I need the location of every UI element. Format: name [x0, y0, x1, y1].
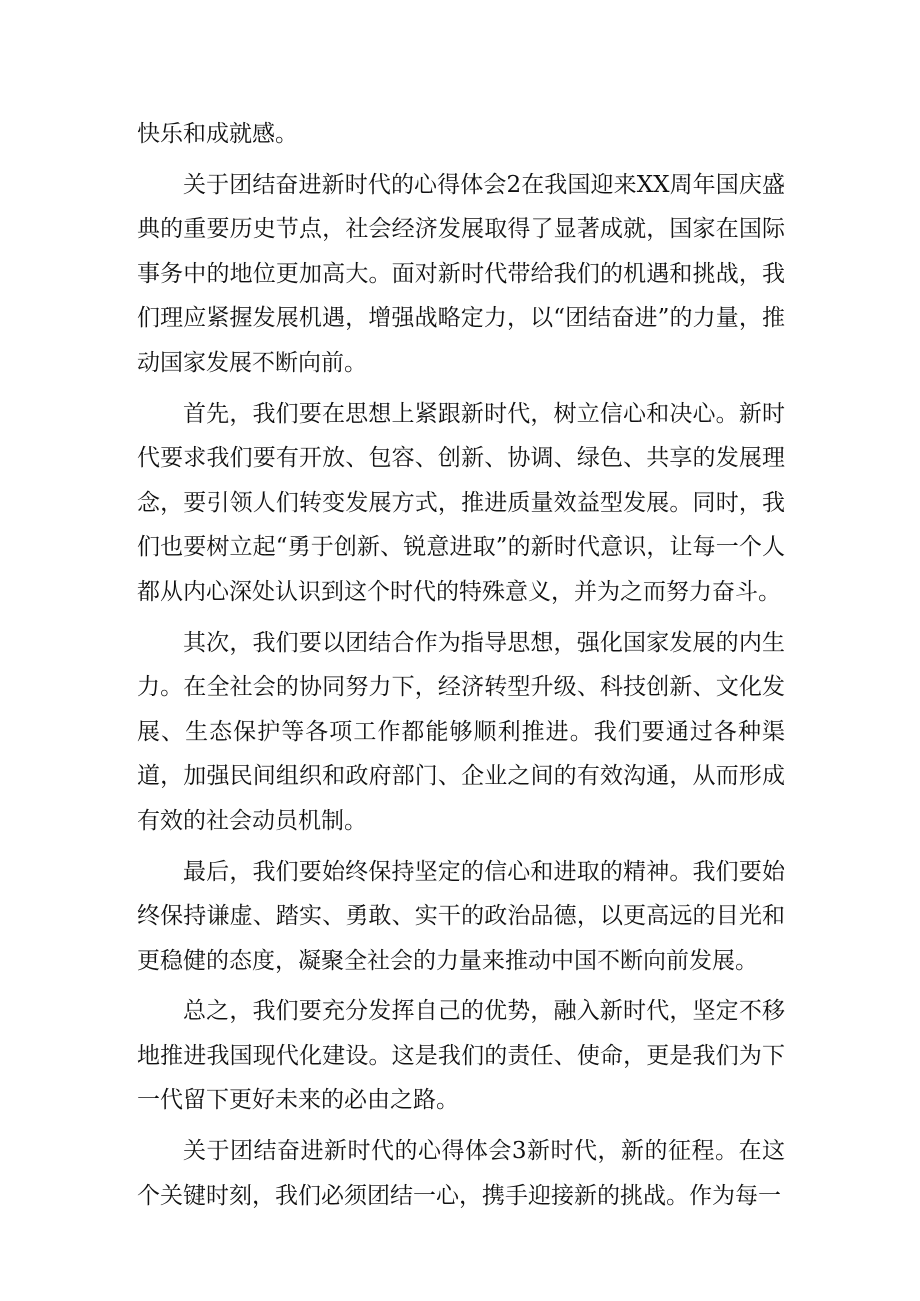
paragraph-1: 快乐和成就感。 [137, 121, 298, 147]
paragraph-2: 关于团结奋进新时代的心得体会2在我国迎来XX周年国庆盛典的重要历史节点，社会经济发展取得了显著成就，国家在国际事务中的地位更加高大。面对新时代带给我们的机遇和挑战，我们理应紧握发展机遇，增强战略定力，以“团结奋进”的力量，推动国家发展不断向前。 [137, 171, 785, 376]
paragraph-7: 关于团结奋进新时代的心得体会3新时代，新的征程。在这个关键时刻，我们必须团结一心，携手迎接新的挑战。作为每一 [137, 1138, 785, 1209]
paragraph-3: 首先，我们要在思想上紧跟新时代，树立信心和决心。新时代要求我们要有开放、包容、创新、协调、绿色、共享的发展理念，要引领人们转变发展方式，推进质量效益型发展。同时，我们也要树立起“勇于创新、锐意进取”的新时代意识，让每一个人都从内心深处认识到这个时代的特殊意义，并为之而努力奋斗。 [137, 400, 785, 605]
paragraph-5: 最后，我们要始终保持坚定的信心和进取的精神。我们要始终保持谦虚、踏实、勇敢、实干的政治品德，以更高远的目光和更稳健的态度，凝聚全社会的力量来推动中国不断向前发展。 [137, 858, 785, 974]
paragraph-4: 其次，我们要以团结合作为指导思想，强化国家发展的内生力。在全社会的协同努力下，经济转型升级、科技创新、文化发展、生态保护等各项工作都能够顺利推进。我们要通过各种渠道，加强民间组织和政府部门、企业之间的有效沟通，从而形成有效的社会动员机制。 [137, 629, 785, 834]
paragraph-6: 总之，我们要充分发挥自己的优势，融入新时代，坚定不移地推进我国现代化建设。这是我们的责任、使命，更是我们为下一代留下更好未来的必由之路。 [137, 998, 785, 1114]
document-page [137, 112, 785, 1224]
